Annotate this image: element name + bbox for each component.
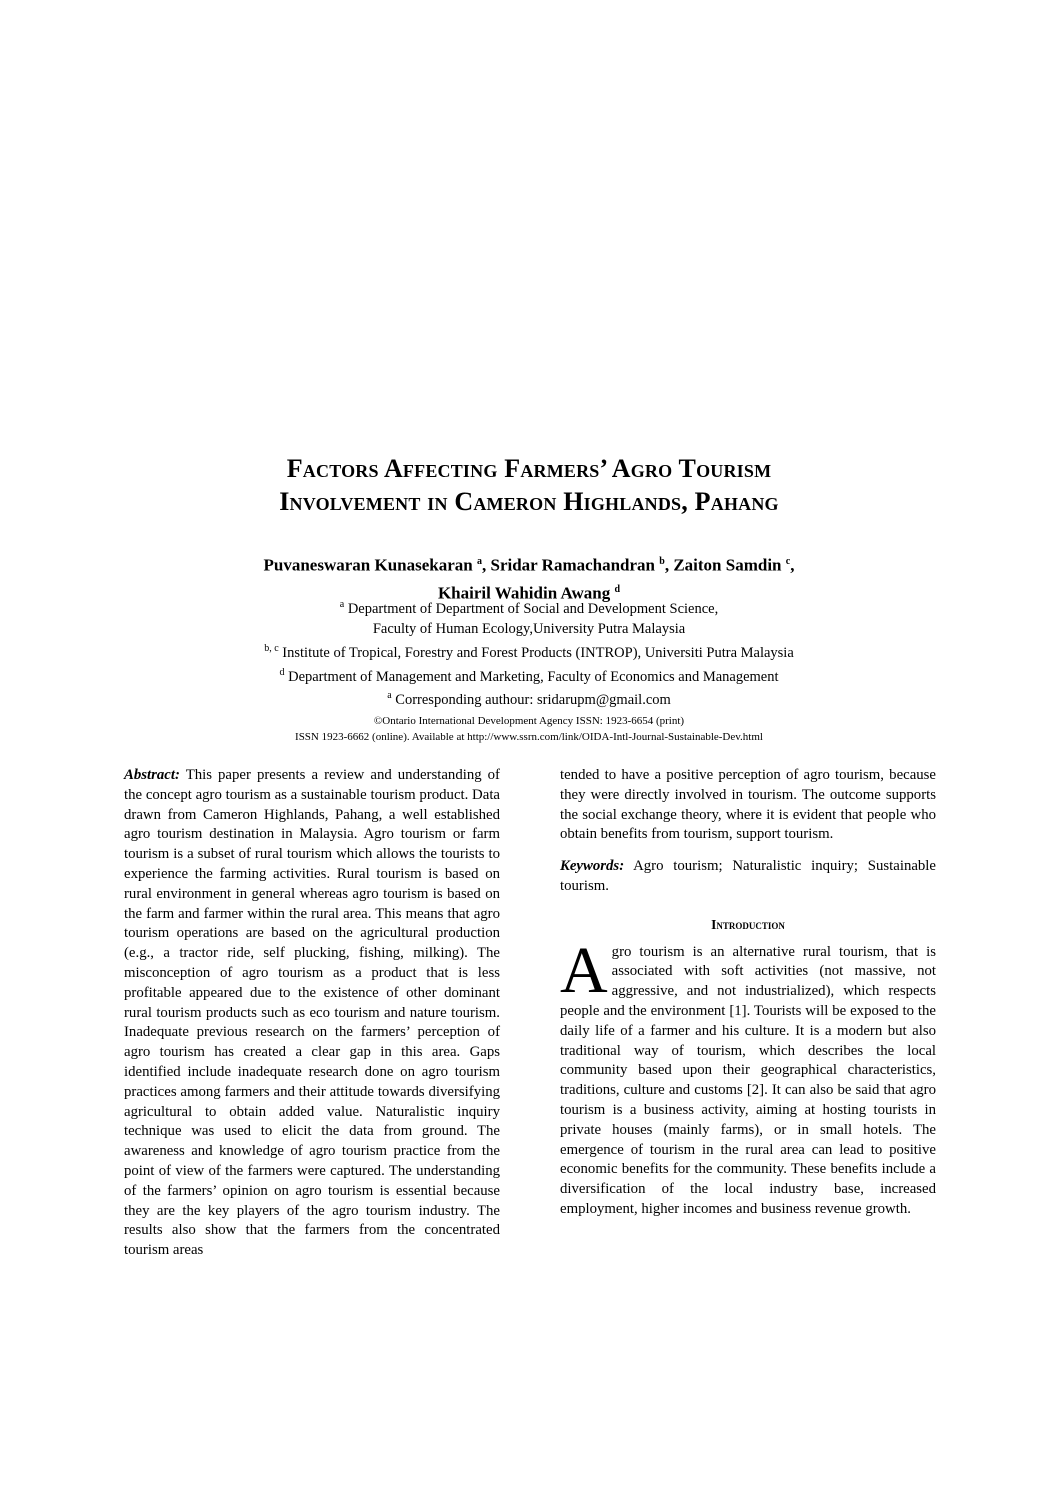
affiliation-a-cont: Faculty of Human Ecology,University Putra Malaysia <box>372 620 686 637</box>
paper-title <box>0 452 1058 518</box>
author-separator: , <box>790 555 795 575</box>
author-mark: b <box>659 556 665 567</box>
author-separator: , <box>482 555 491 575</box>
introduction-text: gro tourism is an alternative rural tourism, that is associated with soft activities (not massive, not aggressive, and not industrialized), which respects people and the environment [1]. Tourists will be exposed to the daily life of a farmer and his culture. It is a modern but also traditional way of tourism, which describes the local community based upon their geographical characteristics, traditions, culture and customs [2]. It can also be said that agro tourism is a business activity, aiming at hosting tourists in private houses (mainly farms), or in small hotels. The emergence of tourism in the rural area can lead to positive economic benefits for the community. These benefits include a diversification of the local industry base, increased employment, higher incomes and business revenue growth. <box>560 943 936 1217</box>
title-line-1: Factors Affecting Farmers’ Agro Tourism <box>286 454 772 483</box>
section-heading-introduction: Introduction <box>711 916 785 932</box>
title-line-2: Involvement in Cameron Highlands, Pahang <box>279 487 779 516</box>
copyright-notice <box>0 713 1058 745</box>
abstract-label: Abstract: <box>124 767 180 783</box>
affiliation-mark: a <box>339 599 345 610</box>
right-column <box>560 766 936 1220</box>
author-separator: , <box>664 555 674 575</box>
left-column <box>124 766 500 1261</box>
copyright-line-2: ISSN 1923-6662 (online). Available at http://www.ssrn.com/link/OIDA-Intl-Journal-Sustainable-Dev.html <box>295 731 763 743</box>
affiliation-d <box>0 663 1058 687</box>
affiliation-text: Department of Department of Social and Development Science, <box>347 600 719 617</box>
drop-cap: A <box>560 933 608 1007</box>
author-mark: a <box>477 556 482 567</box>
keywords-paragraph <box>560 857 936 897</box>
abstract-text: This paper presents a review and understanding of the concept agro tourism as a sustainable tourism product. Data drawn from Cameron Highlands, Pahang, a well established agro tourism destination in Malaysia. Agro tourism or farm tourism is a subset of rural tourism which allows the tourists to experience the farming activities. Rural tourism is based on rural environment in general whereas agro tourism is based on the farm and farmer within the rural area. This means that agro tourism operations are based on the agricultural production (e.g., a tractor ride, self plucking, fishing, milking). The misconception of agro tourism as a product that is less profitable appeared due to the existence of other dominant rural tourism products such as eco tourism and nature tourism. Inadequate previous research on the farmers’ perception of agro tourism has created a clear gap in this area. Gaps identified include inadequate research done on agro tourism practices among farmers and their attitude towards diversifying agricultural to obtain added value. Naturalistic inquiry technique was used to elicit the data from ground. The awareness and knowledge of agro tourism practice from the point of view of the farmers were captured. The understanding of the farmers’ opinion on agro tourism is essential because they are the key players of the agro tourism industry. The results also show that the farmers from the concentrated tourism areas <box>124 767 500 1259</box>
author-name: Zaiton Samdin <box>673 555 782 575</box>
affiliation-mark: b, c <box>264 642 279 654</box>
author-line-1 <box>0 550 1058 578</box>
affiliation-mark: d <box>279 666 285 678</box>
copyright-line-1: ©Ontario International Development Agency ISSN: 1923-6654 (print) <box>373 715 685 727</box>
corresponding-author <box>0 686 1058 710</box>
introduction-paragraph <box>560 933 936 1220</box>
keywords-label: Keywords: <box>560 858 625 875</box>
affiliation-bc <box>0 639 1058 663</box>
affiliation-text: Institute of Tropical, Forestry and Forest Products (INTROP), Universiti Putra Malaysia <box>282 644 794 661</box>
affiliation-a <box>0 595 1058 619</box>
affiliations <box>0 595 1058 710</box>
author-mark: d <box>614 583 621 595</box>
author-mark: c <box>785 556 791 567</box>
author-name: Khairil Wahidin Awang <box>437 583 611 603</box>
affiliation-text: Department of Management and Marketing, Faculty of Economics and Management <box>288 668 779 685</box>
abstract-paragraph <box>124 766 500 1261</box>
author-name: Puvaneswaran Kunasekaran <box>263 555 473 575</box>
corresponding-email: Corresponding authour: sridarupm@gmail.com <box>395 692 671 709</box>
author-name: Sridar Ramachandran <box>490 555 656 575</box>
affiliation-mark: a <box>387 690 392 702</box>
keywords-text: Agro tourism; Naturalistic inquiry; Sustainable tourism. <box>560 858 936 894</box>
abstract-continued: tended to have a positive perception of agro tourism, because they were directly involved in tourism. The outcome supports the social exchange theory, where it is evident that people who obtain benefits from tourism, support tourism. <box>560 767 936 843</box>
